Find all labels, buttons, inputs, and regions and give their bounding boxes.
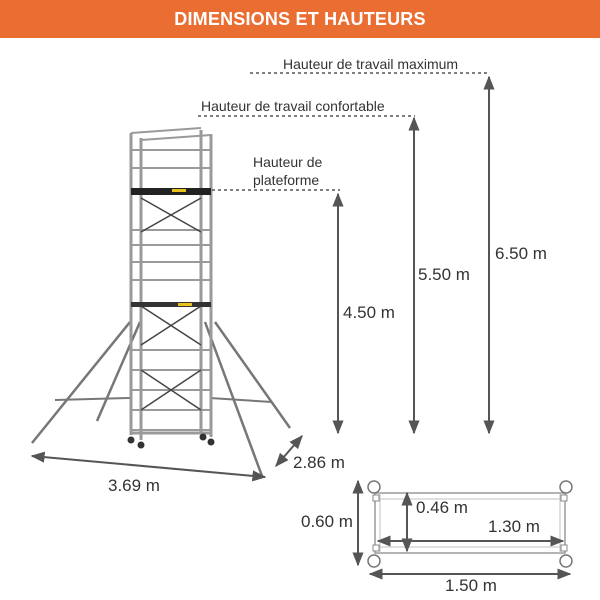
header-title: DIMENSIONS ET HAUTEURS xyxy=(174,8,426,29)
max-height-value: 6.50 m xyxy=(495,244,547,263)
platform-height-value: 4.50 m xyxy=(343,303,395,322)
outrigger-legs xyxy=(32,322,290,476)
footprint-width-value: 3.69 m xyxy=(108,476,160,495)
corner-wheel xyxy=(368,555,380,567)
platform-height-label-line1: Hauteur de xyxy=(253,154,323,170)
comfort-height-label: Hauteur de travail confortable xyxy=(201,98,385,114)
base-length-outer-value: 1.50 m xyxy=(445,576,497,595)
max-height-label: Hauteur de travail maximum xyxy=(283,56,459,72)
footprint-width-arrow xyxy=(32,456,265,477)
scaffold-tower-illustration xyxy=(32,128,290,476)
base-plan-view xyxy=(368,481,572,567)
comfort-height-value: 5.50 m xyxy=(418,265,470,284)
footprint-depth-value: 2.86 m xyxy=(293,453,345,472)
corner-wheel xyxy=(368,481,380,493)
base-length-inner-value: 1.30 m xyxy=(488,517,540,536)
corner-wheel xyxy=(560,481,572,493)
base-depth-inner-value: 0.46 m xyxy=(416,498,468,517)
platform-height-label-line2: plateforme xyxy=(253,172,320,188)
corner-wheel xyxy=(560,555,572,567)
base-depth-outer-value: 0.60 m xyxy=(301,512,353,531)
